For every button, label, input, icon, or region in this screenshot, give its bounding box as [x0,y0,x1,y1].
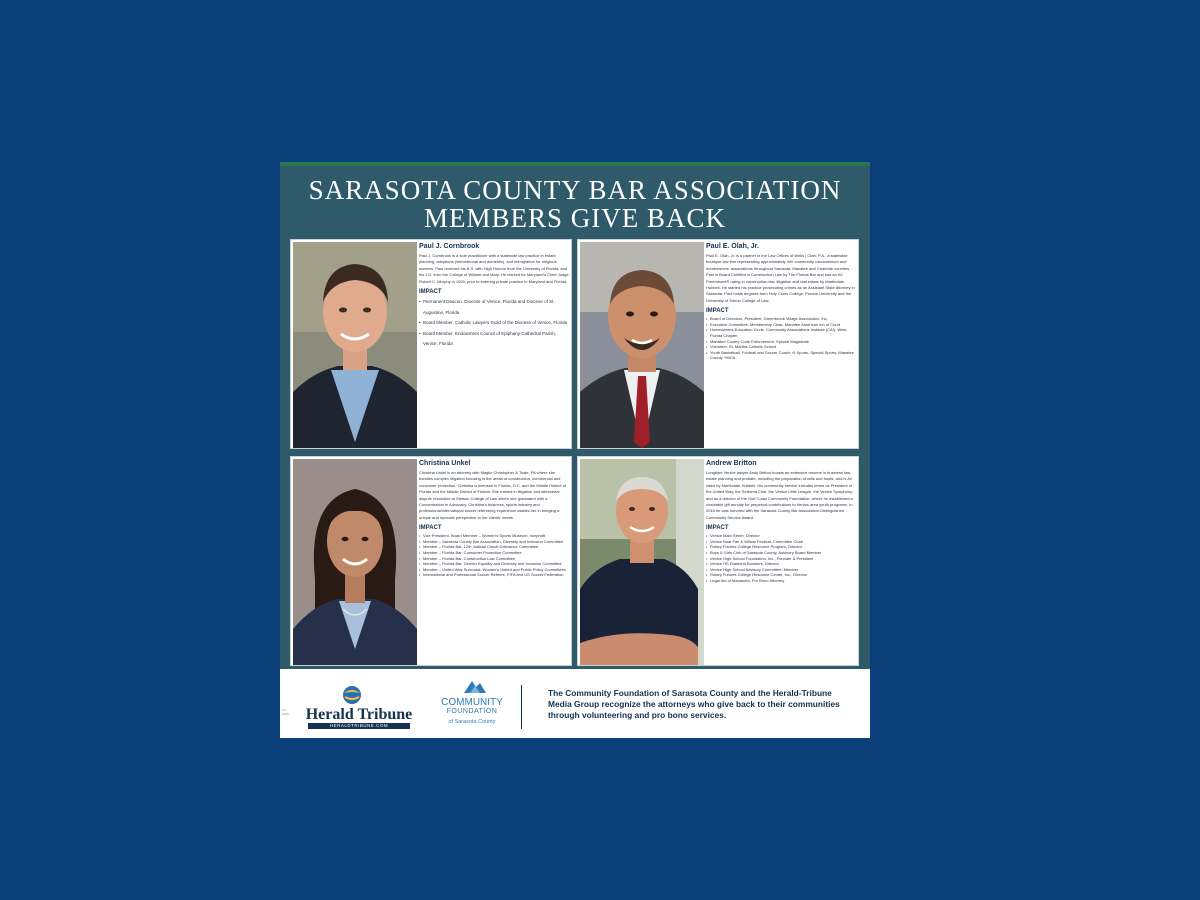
cf-wordmark-county: of Sarasota County [448,719,496,725]
impact-item: • Boys & Girls Club of Sarasota County, Advisory Board Member [706,550,856,556]
impact-item: • Member – Florida Bar, Construction Law Committee [419,556,569,562]
globe-icon [340,685,364,705]
impact-item: • Member – Florida Bar, Consumer Protection Committee [419,550,569,556]
member-card-cornbrook [290,239,572,449]
member-info [419,459,569,665]
impact-item: • Venice High School Foundation, Inc., Founder & President [706,556,856,562]
impact-heading: IMPACT [706,308,729,315]
member-name: Paul E. Olah, Jr. [706,243,759,250]
member-name: Andrew Britton [706,460,757,467]
member-bio: Paul J. Cornbrook is a sole practitioner with a statewide law practice in estate planning, adoptions (international and domestic), and immigration for religious workers. Paul received his B.S. with High Honors from the University of Florida, and his J.D. from the College of William and Mary. He clerked for Maryland's Chief Judge Robert C. Murphy in 1990, prior to entering private practice in Maryland and Florida. [419,253,569,284]
member-photo [580,459,704,665]
impact-heading: IMPACT [419,289,442,296]
impact-item: • Vice President, Board Member – Women's Sports Museum, nonprofit [419,533,569,539]
ad-footer [280,669,870,738]
ad-credit: HT 1000 [282,708,289,716]
impact-item: • Homeowners Education Circle, Community Associations Institute (CAI), West Florida Chapter [706,327,856,338]
impact-heading: IMPACT [419,525,442,532]
community-foundation-icon [462,677,488,695]
impact-item: • Legal Aid of Manasota, Pro Bono Attorney [706,578,856,584]
community-foundation-logo [420,675,524,733]
herald-tribune-url: HERALDTRIBUNE.COM [308,723,410,729]
impact-item: • Member – Florida Bar, 12th Judicial Circuit Grievance Committee [419,544,569,550]
ad-banner [280,162,870,237]
impact-list [419,297,569,350]
impact-item: • Venice Main Street, Director [706,533,856,539]
impact-item: • Venice High School Advisory Committee, Member [706,567,856,573]
impact-item: • Member – Florida Bar, Gender Equality and Diversity and Inclusion Committee [419,561,569,567]
impact-item: • Board Member, Endowment Council of Epiphany Cathedral Parish, Venice, Florida [419,329,569,350]
member-photo [293,242,417,448]
banner-title-line-1: SARASOTA COUNTY BAR ASSOCIATION [308,175,842,205]
member-name: Paul J. Cornbrook [419,243,480,250]
cf-wordmark-community: COMMUNITY [441,697,503,708]
impact-heading: IMPACT [706,525,729,532]
impact-item: • Executive Committee, Membership Chair, Manatee American Inn of Court [706,322,856,328]
member-photo [293,459,417,665]
member-info [419,242,569,448]
member-name: Christina Unkel [419,460,471,467]
impact-item: • Venice HS Diamond Boosters, Director [706,561,856,567]
impact-item: • Board Member, Catholic Lawyers Guild of the Diocese of Venice, Florida [419,318,569,329]
banner-title-line-2: MEMBERS GIVE BACK [423,203,727,233]
impact-list [419,533,569,578]
impact-item: • Permanent Deacon, Diocese of Venice, Florida and Diocese of St. Augustine, Florida [419,297,569,318]
impact-item: • Member – United Way Suncoast, Women's United and Public Policy Committees [419,567,569,573]
member-bio: Longtime Venice lawyer Andy Britton boasts an extensive resume in business law, estate planning and probate, including the preparation of wills and trusts, and is AV rated by Martindale-Hubbell. His community service includes terms as President of the United Way, the Sertoma Club, the Venice Little League, the Venice Symphony, and as a director of the Gulf Coast Community Foundation, where he established a charitable gift annuity for perpetual contributions to Venice-area youth programs. In 2016 he was honored with the Sarasota County Bar Association Distinguished Community Service Award. [706,470,853,520]
herald-tribune-wordmark: Herald Tribune [305,706,413,723]
member-info [706,459,856,665]
impact-item: • Manatee County Code Enforcement, Special Magistrate [706,339,856,345]
impact-list [706,533,856,583]
footer-divider [521,685,522,729]
impact-item: • Board of Directors, President, Greenbrook Village Association, Inc. [706,316,856,322]
impact-item: • Youth Basketball, Football and Soccer Coach, i9 Sports, Special Sports, Manatee County YMCA [706,350,856,361]
impact-item: • Rotary Futures College Resource Center, Inc., Director [706,572,856,578]
member-bio: Paul E. Olah, Jr. is a partner in the Law Offices of Wells | Olah, P.A., a statewide boutique law firm representing approximately 400 community condominium and homeowners' associations throughout Sarasota, Manatee and Charlotte counties. Paul is Board Certified in Construction Law by The Florida Bar and has an AV Preeminent® rating in construction law, litigation and real estate by Martindale-Hubbell. He started his practice prosecuting crimes as an Assistant State Attorney in Sarasota. Paul holds degrees from Holy Cross College, Purdue University and the University of Toledo College of Law. [706,253,855,303]
member-bio: Christina Unkel is an attorney with Maglio Christopher & Toale, PA where she handles complex litigation focusing in the areas of construction, commercial and consumer protection. Christina is licensed in Florida, D.C. and the Middle District of Florida and the Middle District of Florida. She trained in litigation and alternative dispute resolution at Stetson College of Law where she graduated with a Concentration in Advocacy. Christina's business, sports industry and professional/international soccer refereeing experience assists her in bringing a unique and dynamic perspective to her clients' needs. [419,470,566,520]
member-info [706,242,856,448]
impact-item: • Venice Boat Fair & Willow Festival, Committee Chair [706,539,856,545]
herald-tribune-logo [304,683,414,731]
member-card-unkel [290,456,572,666]
member-card-britton [577,456,859,666]
cf-wordmark-foundation: FOUNDATION [446,708,498,715]
member-card-olah [577,239,859,449]
impact-list [706,316,856,361]
impact-item: • Rotary Futures College Resource Program, Director [706,544,856,550]
footer-statement: The Community Foundation of Sarasota County and the Herald-Tribune Media Group recognize the attorneys who give back to their communities through volunteering and pro bono services. [548,688,840,720]
impact-item: • International and Professional Soccer Referee, FIFA and US Soccer Federation [419,572,569,578]
member-grid [280,237,870,669]
impact-item: • Member – Sarasota County Bar Association, Diversity and Inclusion Committee [419,539,569,545]
impact-item: • Volunteer, St. Martha Catholic School [706,344,856,350]
advertisement [280,162,870,738]
member-photo [580,242,704,448]
